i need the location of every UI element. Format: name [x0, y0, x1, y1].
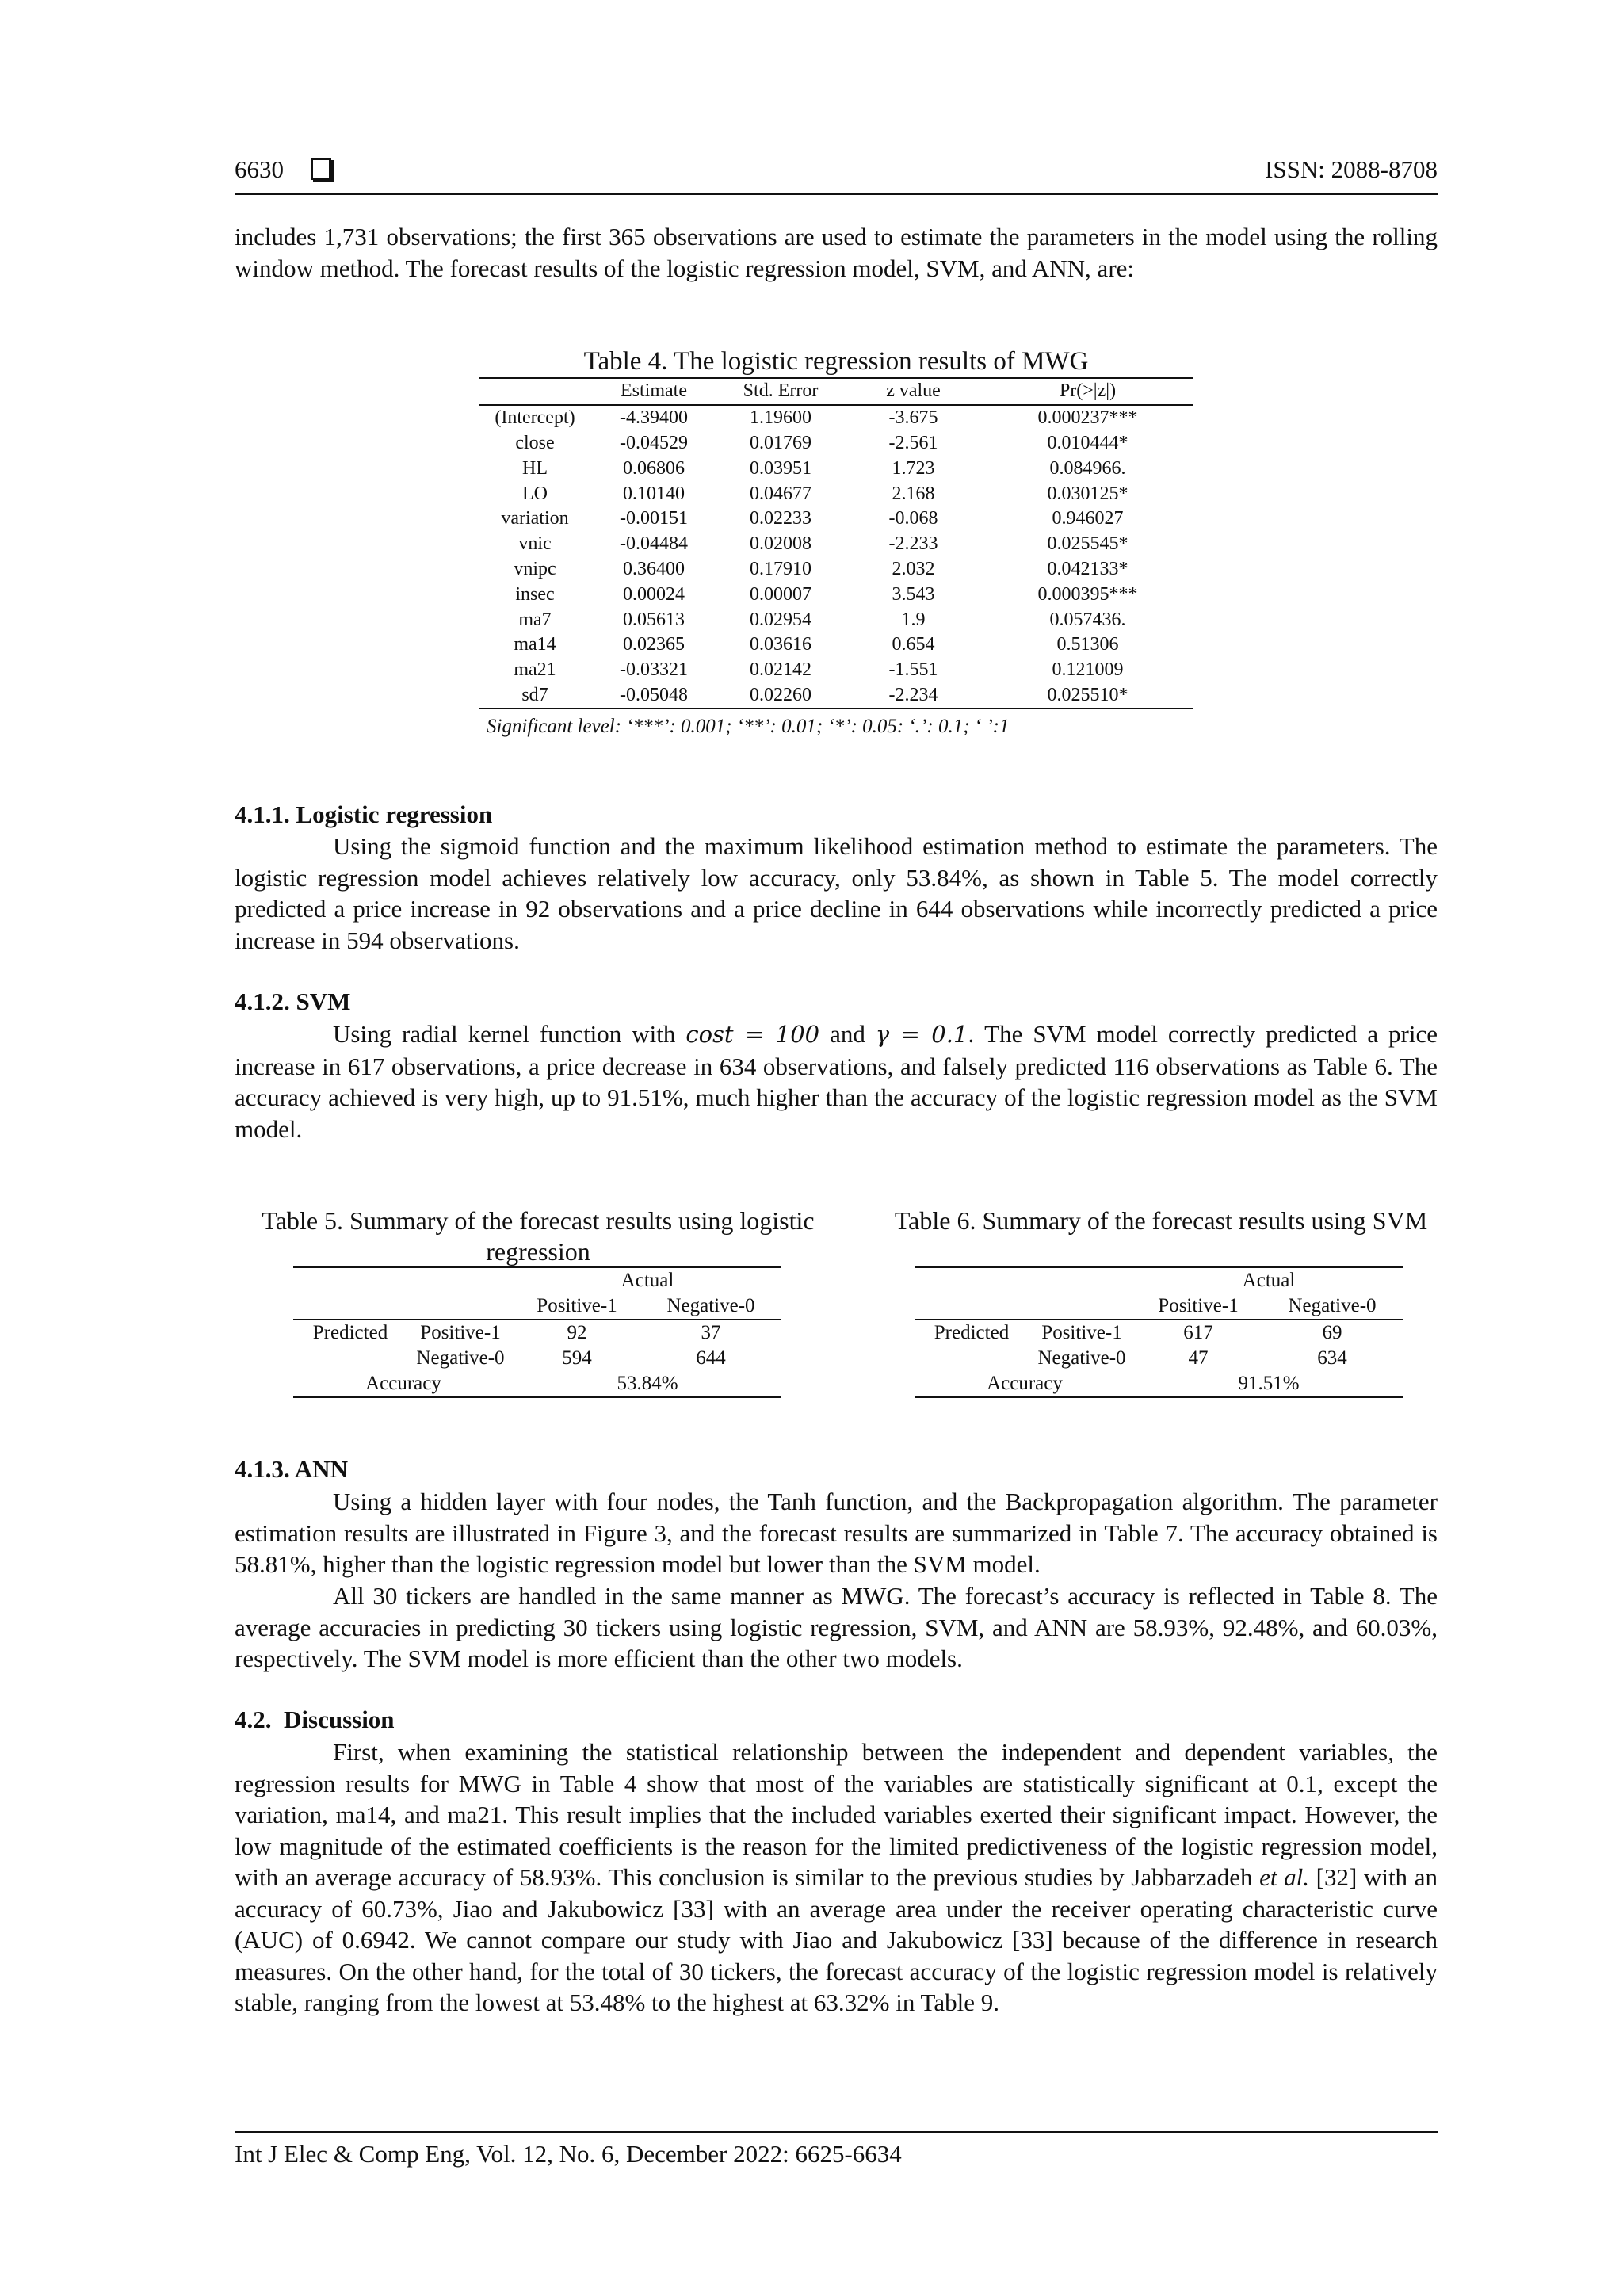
table4-cell: -3.675 — [888, 407, 938, 429]
math-gamma: γ = 0.1 — [875, 1021, 968, 1048]
table4-row — [479, 582, 1193, 607]
section-413-body1: Using a hidden layer with four nodes, the Tanh function, and the Backpropagation algorithm. The parameter estimation results are illustrated in Figure 3, and the forecast results are summarized in Table 7. The accuracy obtained is 58.81%, higher than the logistic regression model but lower than the SVM model. — [235, 1488, 1438, 1578]
table5-row-pos: Positive-1 — [420, 1322, 501, 1343]
issn: ISSN: 2088-8708 — [1265, 155, 1438, 183]
table5-col-pos: Positive-1 — [537, 1295, 617, 1316]
table4-col-header: Pr(>|z|) — [1059, 380, 1117, 402]
table4-row-label: LO — [522, 483, 548, 504]
table6-predicted-label: Predicted — [934, 1322, 1010, 1343]
table4-cell: 0.084966. — [1049, 457, 1126, 479]
table4-cell: 0.000395*** — [1037, 583, 1138, 605]
section-412-text: Using radial kernel function with — [333, 1020, 686, 1048]
box-icon — [311, 158, 331, 180]
table4-row — [479, 481, 1193, 506]
table4-row — [479, 658, 1193, 683]
section-42-heading: 4.2. Discussion — [235, 1706, 395, 1733]
table4-cell: -1.551 — [888, 659, 938, 681]
table4-row-label: close — [515, 432, 555, 453]
et-al: et al. — [1259, 1863, 1309, 1891]
section-411-body: Using the sigmoid function and the maximum likelihood estimation method to estimate the parameters. The logistic regression model achieves relatively low accuracy, only 53.84%, as shown in Table 5. The model correctly predicted a price increase in 92 observations and a price decline in 644 observations while incorrectly predicted a price increase in 594 observations. — [235, 832, 1438, 954]
table4-row — [479, 557, 1193, 583]
table4-cell: 0.02365 — [623, 634, 685, 655]
table6-col-neg: Negative-0 — [1288, 1295, 1377, 1316]
table4-cell: -2.561 — [888, 432, 938, 453]
table4-row-label: HL — [522, 457, 548, 479]
table4-row — [479, 405, 1193, 431]
table4-cell: 0.00007 — [750, 583, 812, 605]
table4-cell: 0.10140 — [623, 483, 685, 504]
table4-cell: 1.19600 — [750, 407, 812, 429]
table4-cell: 0.02142 — [750, 659, 812, 681]
table4-col-header: Estimate — [621, 380, 687, 402]
table4-cell: 2.032 — [892, 558, 935, 579]
table4-row — [479, 532, 1193, 557]
table4-row-label: insec — [515, 583, 555, 605]
section-412-body — [235, 1018, 1438, 1144]
table4-cell: 0.36400 — [623, 558, 685, 579]
table6 — [915, 1266, 1403, 1398]
table5-accuracy-label: Accuracy — [365, 1373, 441, 1394]
table4-row — [479, 632, 1193, 658]
page-number: 6630 — [235, 155, 284, 183]
table4-cell: 0.02260 — [750, 684, 812, 705]
table4-row — [479, 607, 1193, 632]
table4-cell: 3.543 — [892, 583, 935, 605]
page-header-left — [235, 155, 331, 184]
table4-row — [479, 506, 1193, 532]
table6-accuracy: 91.51% — [1238, 1373, 1300, 1394]
table4-row-label: ma7 — [518, 609, 552, 630]
table4-cell: -2.233 — [888, 533, 938, 555]
table4-cell: 0.06806 — [623, 457, 685, 479]
table4-cell: -0.068 — [888, 508, 938, 529]
footer-rule — [235, 2131, 1438, 2133]
table6-cell: 617 — [1183, 1322, 1213, 1343]
table4-note: Significant level: ‘***’: 0.001; ‘**’: 0.01; ‘*’: 0.05: ‘.’: 0.1; ‘ ’:1 — [487, 716, 1010, 737]
table5-cell: 594 — [562, 1347, 592, 1369]
table4-cell: -0.04484 — [620, 533, 688, 555]
table6-cell: 69 — [1322, 1322, 1342, 1343]
table5-cell: 644 — [696, 1347, 726, 1369]
table4-cell: -2.234 — [888, 684, 938, 705]
table4-cell: 0.03951 — [750, 457, 812, 479]
table6-caption: Table 6. Summary of the forecast results using SVM — [894, 1206, 1428, 1235]
table5-col-neg: Negative-0 — [666, 1295, 755, 1316]
table4-row — [479, 456, 1193, 481]
section-413-body2: All 30 tickers are handled in the same manner as MWG. The forecast’s accuracy is reflected in Table 8. The average accuracies in predicting 30 tickers using logistic regression, SVM, and ANN are 58.93%, 92.48%, and 60.03%, respectively. The SVM model is more efficient than the other two models. — [235, 1582, 1438, 1672]
table4-cell: 2.168 — [892, 483, 935, 504]
table6-accuracy-label: Accuracy — [987, 1373, 1063, 1394]
section-42-body — [235, 1736, 1438, 2019]
table4-cell: 0.03616 — [750, 634, 812, 655]
table4-col-header — [479, 378, 590, 405]
table4-cell: 0.042133* — [1047, 558, 1128, 579]
table4-row-label: vnic — [518, 533, 552, 555]
table4-cell: 0.000237*** — [1037, 407, 1138, 429]
section-412-text: and — [819, 1020, 876, 1048]
table4-caption: Table 4. The logistic regression results of MWG — [583, 347, 1089, 376]
table4-cell: 0.654 — [892, 634, 935, 655]
table4-cell: 0.025545* — [1047, 533, 1128, 555]
table4-cell: -0.04529 — [620, 432, 688, 453]
section-412-text: . The SVM model correctly predicted a price increase in 617 observations, a price decrease in 634 observations, and falsely predicted 116 observations as Table 6. The accuracy achieved is very high, up to 91.51%, much higher than the accuracy of the logistic regression model as the SVM model. — [235, 1020, 1438, 1143]
header-rule — [235, 193, 1438, 195]
table4-cell: 0.025510* — [1047, 684, 1128, 705]
table4-cell: 0.02954 — [750, 609, 812, 630]
table4-row-label: ma14 — [514, 634, 556, 655]
table6-cell: 634 — [1317, 1347, 1347, 1369]
table4-cell: -4.39400 — [620, 407, 688, 429]
table4-cell: 0.030125* — [1047, 483, 1128, 504]
table4-row-label: sd7 — [521, 684, 548, 705]
table6-actual-label: Actual — [1242, 1270, 1296, 1291]
table4-cell: 0.010444* — [1047, 432, 1128, 453]
table5-actual-label: Actual — [621, 1270, 674, 1291]
table6-row-neg: Negative-0 — [1037, 1347, 1126, 1369]
table4-col-header: Std. Error — [743, 380, 819, 402]
table5-row-neg: Negative-0 — [416, 1347, 505, 1369]
table4-cell: 0.01769 — [750, 432, 812, 453]
table4-col-header: z value — [886, 380, 941, 402]
table4-row — [479, 431, 1193, 457]
table4-cell: 1.723 — [892, 457, 935, 479]
table6-row-pos: Positive-1 — [1041, 1322, 1122, 1343]
table4-cell: 0.02008 — [750, 533, 812, 555]
section-413-heading: 4.1.3. ANN — [235, 1455, 348, 1483]
table4-cell: 1.9 — [901, 609, 926, 630]
table5-accuracy: 53.84% — [617, 1373, 678, 1394]
section-411-heading: 4.1.1. Logistic regression — [235, 800, 493, 828]
math-cost: cost = 100 — [685, 1021, 820, 1048]
table5-cell: 37 — [701, 1322, 721, 1343]
table5-predicted-label: Predicted — [312, 1322, 388, 1343]
table5-cell: 92 — [567, 1322, 587, 1343]
section-412-heading: 4.1.2. SVM — [235, 988, 351, 1015]
table6-col-pos: Positive-1 — [1158, 1295, 1239, 1316]
table5-caption: Table 5. Summary of the forecast results using logistic regression — [262, 1206, 815, 1266]
table4-row-label: vnipc — [514, 558, 556, 579]
table4-cell: 0.02233 — [750, 508, 812, 529]
section-42-text: First, when examining the statistical relationship between the independent and dependent variables, the regression results for MWG in Table 4 show that most of the variables are statistically significant at 0.1, except the variation, ma14, and ma21. This result implies that the included variables exerted their significant impact. However, the low magnitude of the estimated coefficients is the reason for the limited predictiveness of the logistic regression model, with an average accuracy of 58.93%. This conclusion is similar to the previous studies by Jabbarzadeh — [235, 1738, 1438, 1891]
table4-cell: 0.04677 — [750, 483, 812, 504]
table4-row — [479, 683, 1193, 709]
table4-cell: -0.00151 — [620, 508, 688, 529]
table5 — [293, 1266, 781, 1398]
section-42-text: [32] with an accuracy of 60.73%, Jiao and Jakubowicz [33] with an average area under the receiver operating characteristic curve (AUC) of 0.6942. We cannot compare our study with Jiao and Jakubowicz [33] because of the difference in research measures. On the other hand, for the total of 30 tickers, the forecast accuracy of the logistic regression model is relatively stable, ranging from the lowest at 53.48% to the highest at 63.32% in Table 9. — [235, 1863, 1438, 2016]
table4 — [479, 377, 1193, 709]
table4-cell: 0.05613 — [623, 609, 685, 630]
table4-cell: -0.05048 — [620, 684, 688, 705]
table4-row-label: (Intercept) — [495, 407, 575, 429]
table4-row-label: ma21 — [514, 659, 556, 681]
table4-cell: 0.946027 — [1052, 508, 1124, 529]
table4-cell: 0.121009 — [1052, 659, 1124, 681]
table4-cell: 0.17910 — [750, 558, 812, 579]
table4-header-row — [479, 378, 1193, 405]
table4-cell: 0.51306 — [1056, 634, 1119, 655]
table6-cell: 47 — [1188, 1347, 1209, 1369]
intro-paragraph: includes 1,731 observations; the first 365 observations are used to estimate the parameters in the model using the rolling window method. The forecast results of the logistic regression model, SVM, and ANN, are: — [235, 223, 1438, 282]
footer-citation: Int J Elec & Comp Eng, Vol. 12, No. 6, December 2022: 6625-6634 — [235, 2140, 902, 2168]
table4-row-label: variation — [501, 508, 569, 529]
table4-cell: 0.057436. — [1049, 609, 1126, 630]
table4-cell: 0.00024 — [623, 583, 685, 605]
table4-cell: -0.03321 — [620, 659, 688, 681]
